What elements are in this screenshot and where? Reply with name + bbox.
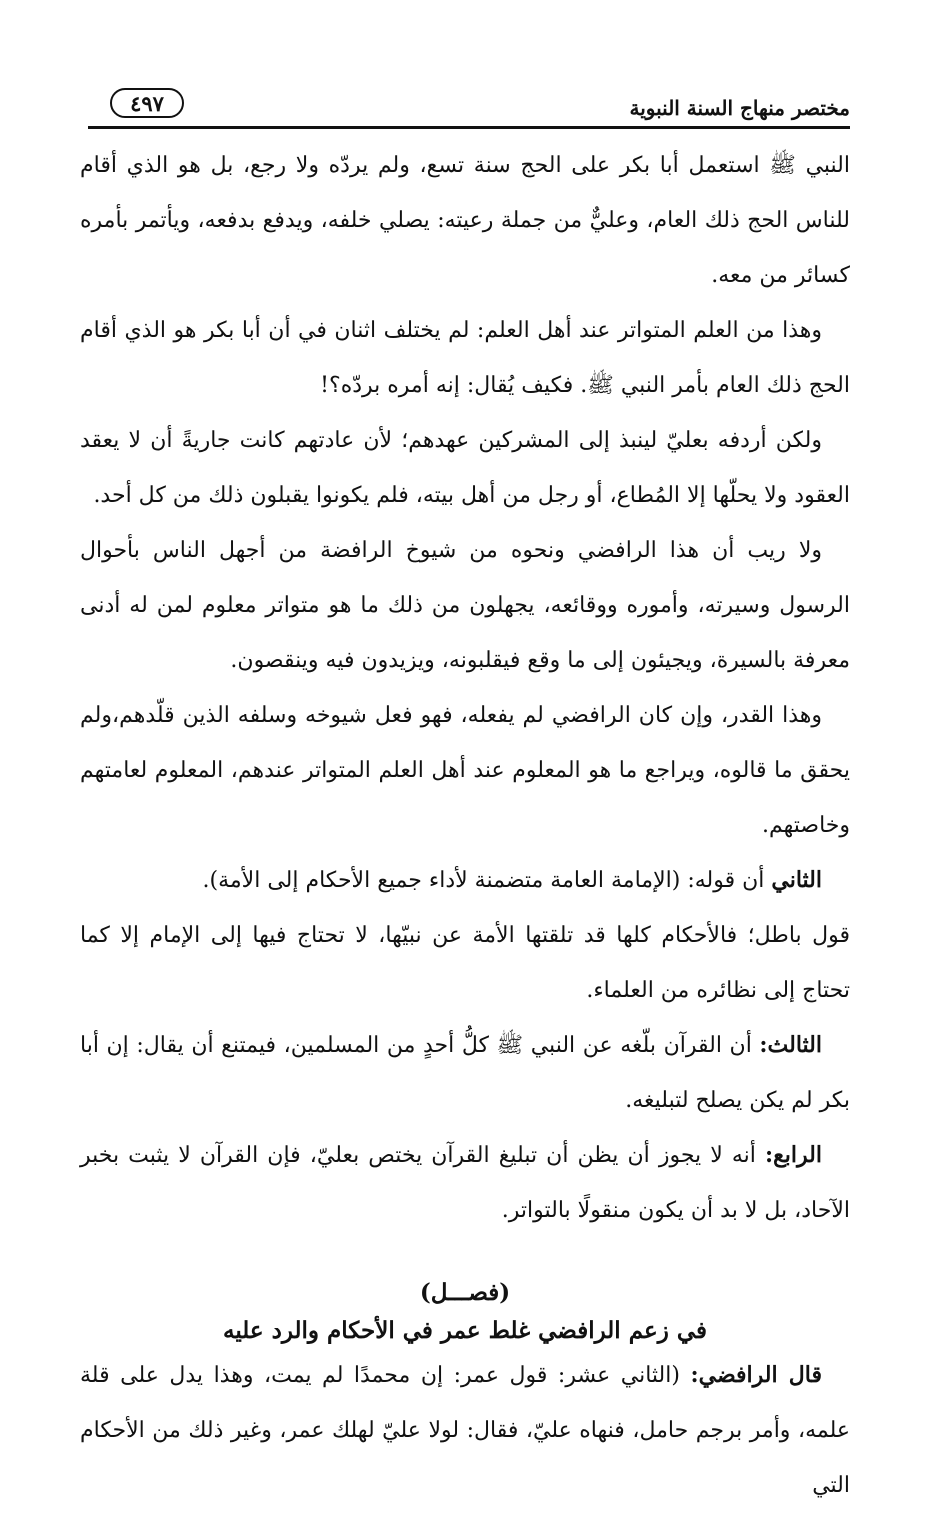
paragraph-lead: الثالث: [759, 1032, 822, 1058]
paragraph [80, 688, 850, 853]
paragraph-text: أن القرآن بلّغه عن النبي ﷺ كلُّ أحدٍ من المسلمين، فيمتنع أن يقال: إن أبا بكر لم يكن يصلح لتبليغه. [80, 1033, 850, 1113]
paragraph [80, 413, 850, 523]
paragraph [80, 1128, 850, 1238]
section-heading: (فصـــل) [419, 1279, 511, 1306]
paragraph-text: أنه لا يجوز أن يظن أن تبليغ القرآن يختص بعليّ، فإن القرآن لا يثبت بخبر الآحاد، بل لا بد أن يكون منقولًا بالتواتر. [80, 1143, 850, 1223]
paragraph-lead: الثاني [771, 867, 822, 893]
paragraph-text: قول باطل؛ فالأحكام كلها قد تلقتها الأمة عن نبيّها، لا تحتاج فيها إلى الإمام إلا كما تحتاج إلى نظائره من العلماء. [80, 923, 850, 1003]
main-text [80, 138, 850, 1513]
paragraph-lead: قال الرافضي: [690, 1362, 822, 1388]
paragraph-text: ولا ريب أن هذا الرافضي ونحوه من شيوخ الرافضة من أجهل الناس بأحوال الرسول وسيرته، وأموره ووقائعه، يجهلون من ذلك ما هو متواتر معلوم لمن له أدنى معرفة بالسيرة، ويجيئون إلى ما وقع فيقلبونه، ويزيدون فيه وينقصون. [80, 538, 850, 673]
paragraph-text: أن قوله: (الإمامة العامة متضمنة لأداء جميع الأحكام إلى الأمة). [202, 868, 772, 893]
paragraph [80, 1348, 850, 1513]
paragraph-text: (الثاني عشر: قول عمر: إن محمدًا لم يمت، وهذا يدل على قلة علمه، وأمر برجم حامل، فنهاه عليّ، فقال: لولا عليّ لهلك عمر، وغير ذلك من الأحكام التي [80, 1363, 850, 1498]
paragraph [80, 303, 850, 413]
header-divider [88, 126, 850, 129]
paragraph [80, 1018, 850, 1128]
paragraph [80, 523, 850, 688]
paragraph-text: النبي ﷺ استعمل أبا بكر على الحج سنة تسع، ولم يردّه ولا رجع، بل هو الذي أقام للناس الحج ذلك العام، وعليٌّ من جملة رعيته: يصلي خلفه، ويدفع بدفعه، ويأتمر بأمره كسائر من معه. [80, 153, 850, 288]
paragraph [80, 853, 850, 908]
page-number: ٤٩٧ [110, 88, 184, 118]
section-subheading: في زعم الرافضي غلط عمر في الأحكام والرد عليه [222, 1317, 708, 1344]
paragraph-text: وهذا القدر، وإن كان الرافضي لم يفعله، فهو فعل شيوخه وسلفه الذين قلّدهم،ولم يحقق ما قالوه، ويراجع ما هو المعلوم عند أهل العلم المتواتر عندهم، المعلوم لعامتهم وخاصتهم. [80, 703, 850, 838]
page-header [88, 84, 850, 124]
paragraph [80, 138, 850, 303]
paragraph-text: ولكن أردفه بعليّ لينبذ إلى المشركين عهدهم؛ لأن عادتهم كانت جاريةً أن لا يعقد العقود ولا يحلّها إلا المُطاع، أو رجل من أهل بيته، فلم يكونوا يقبلون ذلك من كل أحد. [80, 428, 850, 508]
paragraph-text: وهذا من العلم المتواتر عند أهل العلم: لم يختلف اثنان في أن أبا بكر هو الذي أقام الحج ذلك العام بأمر النبي ﷺ. فكيف يُقال: إنه أمره بردّه؟! [80, 318, 850, 398]
running-title: مختصر منهاج السنة النبوية [629, 96, 850, 120]
paragraph [80, 908, 850, 1018]
paragraph-lead: الرابع: [764, 1142, 822, 1168]
